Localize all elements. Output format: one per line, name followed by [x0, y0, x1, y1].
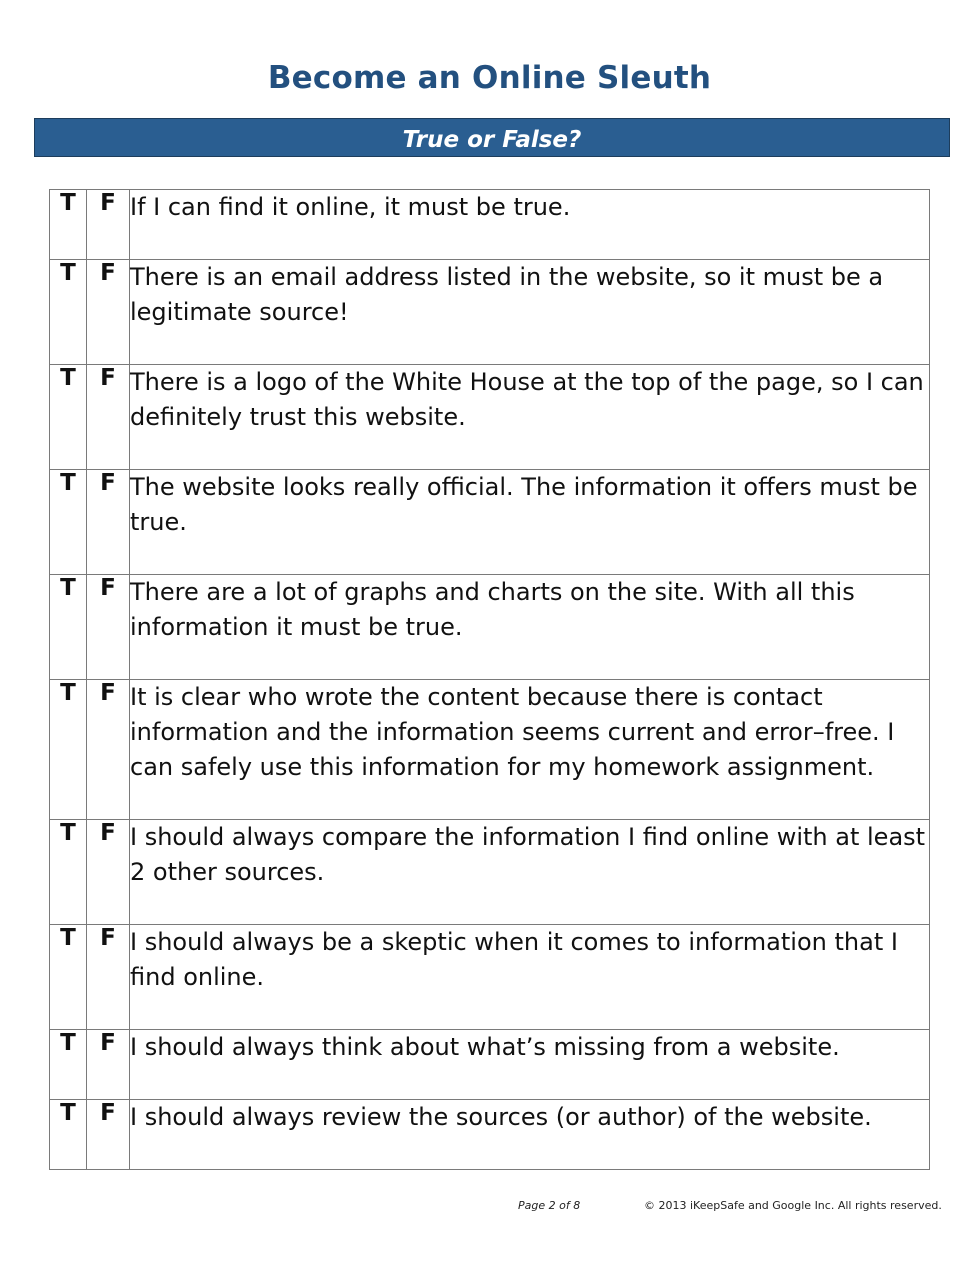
true-option[interactable]: T: [50, 1100, 87, 1170]
statement-text: The website looks really official. The information it offers must be true.: [130, 470, 930, 575]
false-option[interactable]: F: [87, 365, 130, 470]
false-option[interactable]: F: [87, 925, 130, 1030]
table-row: [50, 260, 930, 365]
statement-text: There is an email address listed in the website, so it must be a legitimate source!: [130, 260, 930, 365]
true-option[interactable]: T: [50, 820, 87, 925]
true-option[interactable]: T: [50, 190, 87, 260]
true-option[interactable]: T: [50, 575, 87, 680]
statement-text: There are a lot of graphs and charts on the site. With all this information it must be true.: [130, 575, 930, 680]
true-option[interactable]: T: [50, 925, 87, 1030]
table-row: [50, 365, 930, 470]
false-option[interactable]: F: [87, 1030, 130, 1100]
false-option[interactable]: F: [87, 680, 130, 820]
banner-title: True or False?: [402, 126, 582, 153]
true-option[interactable]: T: [50, 470, 87, 575]
table-row: [50, 470, 930, 575]
statement-text: If I can find it online, it must be true.: [130, 190, 930, 260]
true-option[interactable]: T: [50, 1030, 87, 1100]
true-option[interactable]: T: [50, 365, 87, 470]
false-option[interactable]: F: [87, 190, 130, 260]
statement-text: I should always compare the information I find online with at least 2 other sources.: [130, 820, 930, 925]
page-number: Page 2 of 8: [518, 1199, 581, 1212]
statement-text: There is a logo of the White House at the top of the page, so I can definitely trust this website.: [130, 365, 930, 470]
section-banner: [34, 118, 950, 157]
false-option[interactable]: F: [87, 470, 130, 575]
table-row: [50, 680, 930, 820]
statement-text: I should always think about what’s missing from a website.: [130, 1030, 930, 1100]
page-title: Become an Online Sleuth: [267, 60, 712, 96]
true-option[interactable]: T: [50, 260, 87, 365]
true-option[interactable]: T: [50, 680, 87, 820]
false-option[interactable]: F: [87, 575, 130, 680]
table-row: [50, 820, 930, 925]
table-row: [50, 1100, 930, 1170]
false-option[interactable]: F: [87, 820, 130, 925]
table-row: [50, 575, 930, 680]
false-option[interactable]: F: [87, 260, 130, 365]
table-row: [50, 925, 930, 1030]
true-false-table: [49, 189, 930, 1170]
false-option[interactable]: F: [87, 1100, 130, 1170]
statement-text: It is clear who wrote the content because there is contact information and the information seems current and error–free. I can safely use this information for my homework assignment.: [130, 680, 930, 820]
statement-text: I should always be a skeptic when it comes to information that I find online.: [130, 925, 930, 1030]
statement-text: I should always review the sources (or author) of the website.: [130, 1100, 930, 1170]
copyright-notice: © 2013 iKeepSafe and Google Inc. All rights reserved.: [644, 1199, 942, 1212]
table-row: [50, 190, 930, 260]
table-row: [50, 1030, 930, 1100]
